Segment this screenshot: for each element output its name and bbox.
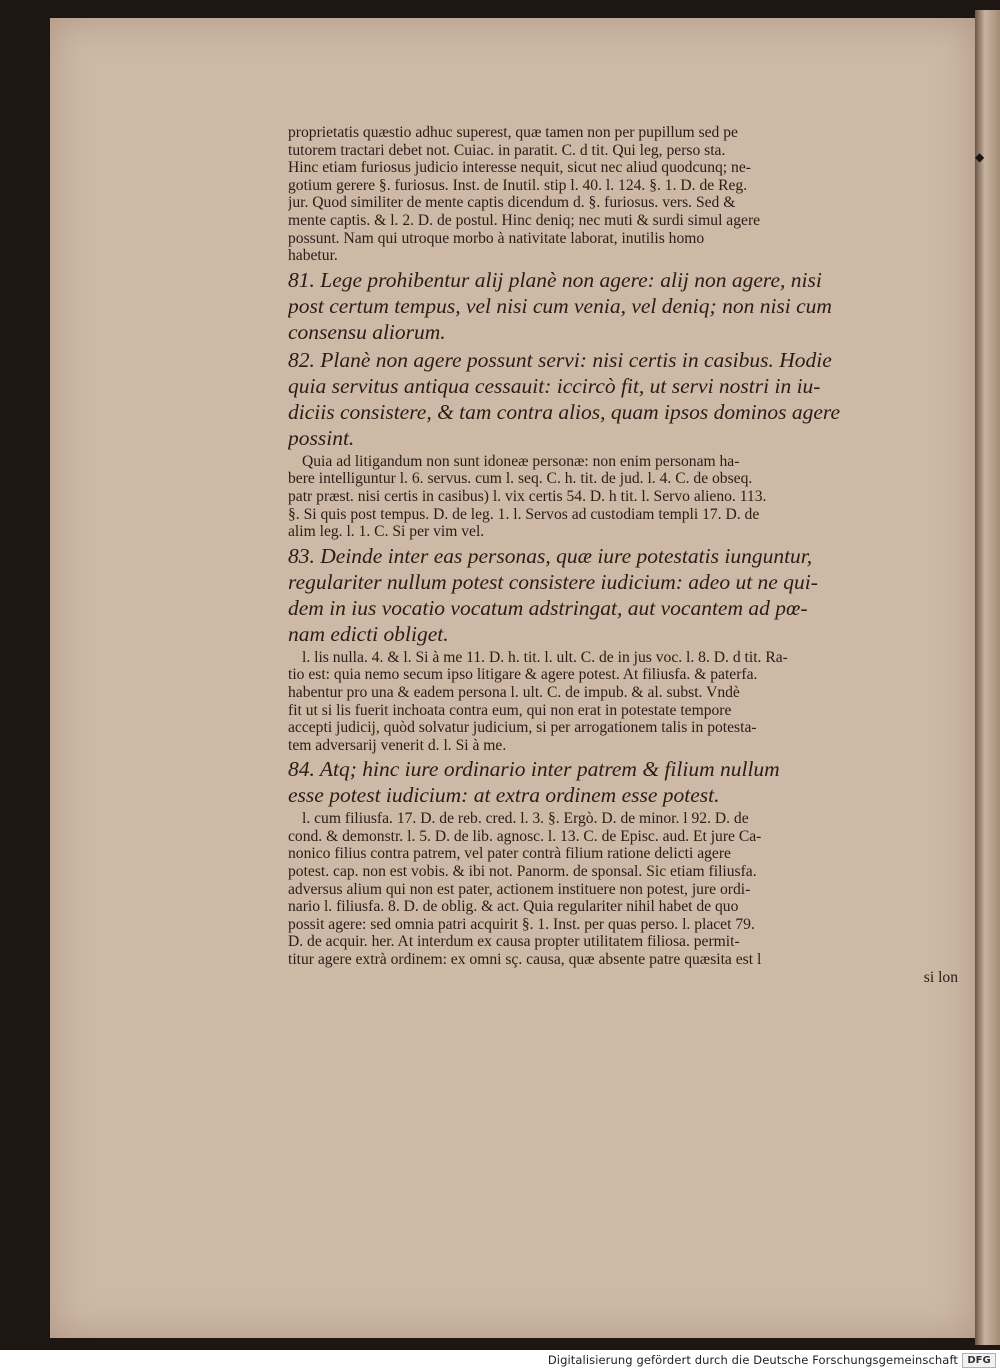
continuation-paragraph [288, 124, 968, 265]
text-line: cond. & demonstr. l. 5. D. de lib. agnosc. l. 13. C. de Episc. aud. Et jure Ca- [288, 827, 762, 845]
footer-credit: Digitalisierung gefördert durch die Deutsche Forschungsgemeinschaft [547, 1353, 958, 1367]
catchword: si lon [923, 968, 958, 986]
text-line: accepti judicij, quòd solvatur judicium, si per arrogationem talis in potesta- [288, 719, 757, 737]
thesis-84 [288, 756, 968, 808]
text-line: dem in ius vocatio vocatum adstringat, aut vocantem ad pœ- [288, 595, 808, 620]
text-line: nonico filius contra patrem, vel pater contrà filium ratione delicti agere [288, 845, 731, 863]
text-line: possint. [288, 425, 355, 450]
text-line: alim leg. l. 1. C. Si per vim vel. [288, 523, 485, 541]
text-line: tutorem tractari debet not. Cuiac. in paratit. C. d tit. Qui leg, perso sta. [288, 141, 726, 159]
margin-mark: ◆ [975, 150, 985, 164]
text-line: esse potest iudicium: at extra ordinem esse potest. [288, 783, 720, 808]
text-line: possit agere: sed omnia patri acquirit §. 1. Inst. per quas perso. l. placet 79. [288, 915, 755, 933]
text-line: adversus alium qui non est pater, actionem instituere non potest, jure ordi- [288, 880, 751, 898]
text-line: habentur pro una & eadem persona l. ult. C. de impub. & al. subst. Vndè [288, 683, 740, 701]
text-line: potest. cap. non est vobis. & ibi not. Panorm. de sponsal. Sic etiam filiusfa. [288, 863, 757, 881]
text-line: 83. Deinde inter eas personas, quæ iure potestatis iunguntur, [288, 543, 813, 568]
text-line: gotium gerere §. furiosus. Inst. de Inutil. stip l. 40. l. 124. §. 1. D. de Reg. [288, 176, 748, 194]
text-line: Quia ad litigandum non sunt idoneæ personæ: non enim personam ha- [302, 452, 740, 470]
text-line: tem adversarij venerit d. l. Si à me. [288, 736, 507, 754]
thesis-83 [288, 543, 968, 647]
note-84 [288, 810, 968, 986]
text-line: 82. Planè non agere possunt servi: nisi certis in casibus. Hodie [288, 347, 832, 372]
text-line: jur. Quod similiter de mente captis dicendum d. §. furiosus. vers. Sed & [288, 194, 736, 212]
text-line: post certum tempus, vel nisi cum venia, vel deniq; non nisi cum [288, 293, 832, 318]
text-line: patr præst. nisi certis in casibus) l. vix certis 54. D. h tit. l. Servo alieno. 113. [288, 487, 767, 505]
note-83 [288, 649, 968, 755]
dfg-logo-icon: DFG [962, 1353, 996, 1368]
text-line: fit ut si lis fuerit inchoata contra eum, qui non erat in potestate tempore [288, 701, 732, 719]
text-line: quia servitus antiqua cessauit: iccircò fit, ut servi nostri in iu- [288, 373, 821, 398]
text-line: l. cum filiusfa. 17. D. de reb. cred. l. 3. §. Ergò. D. de minor. l 92. D. de [302, 810, 749, 828]
text-line: regulariter nullum potest consistere iudicium: adeo ut ne qui- [288, 569, 818, 594]
text-line: bere intelliguntur l. 6. servus. cum l. seq. C. h. tit. de jud. l. 4. C. de obseq. [288, 470, 753, 488]
text-line: habetur. [288, 247, 338, 265]
text-line: mente captis. & l. 2. D. de postul. Hinc deniq; nec muti & surdi simul agere [288, 211, 761, 229]
text-line: possunt. Nam qui utroque morbo à nativitate laborat, inutilis homo [288, 229, 705, 247]
text-line: titur agere extrà ordinem: ex omni sç. causa, quæ absente patre quæsita est l [288, 951, 762, 969]
text-line: 84. Atq; hinc iure ordinario inter patrem & filium nullum [288, 757, 780, 782]
text-line: §. Si quis post tempus. D. de leg. 1. l. Servos ad custodiam templi 17. D. de [288, 505, 760, 523]
thesis-81 [288, 267, 968, 345]
text-line: 81. Lege prohibentur alij planè non agere: alij non agere, nisi [288, 267, 822, 292]
text-line: D. de acquir. her. At interdum ex causa propter utilitatem filiosa. permit- [288, 933, 740, 951]
text-line: nam edicti obliget. [288, 621, 449, 646]
note-82 [288, 453, 968, 541]
thesis-82 [288, 347, 968, 451]
text-line: l. lis nulla. 4. & l. Si à me 11. D. h. tit. l. ult. C. de in jus voc. l. 8. D. d tit. Ra- [302, 648, 788, 666]
text-line: consensu aliorum. [288, 319, 446, 344]
text-line: tio est: quia nemo secum ipso litigare & agere potest. At filiusfa. & paterfa. [288, 666, 758, 684]
page-text [288, 124, 968, 988]
text-line: Hinc etiam furiosus judicio interesse nequit, sicut nec aliud quodcunq; ne- [288, 159, 751, 177]
page-edge [975, 10, 1000, 1345]
text-line: diciis consistere, & tam contra alios, quam ipsos dominos agere [288, 399, 841, 424]
text-line: nario l. filiusfa. 8. D. de oblig. & act. Quia regulariter nihil habet de quo [288, 898, 739, 916]
text-line: proprietatis quæstio adhuc superest, quæ tamen non per pupillum sed pe [288, 124, 738, 141]
footer-bar [0, 1350, 1000, 1372]
